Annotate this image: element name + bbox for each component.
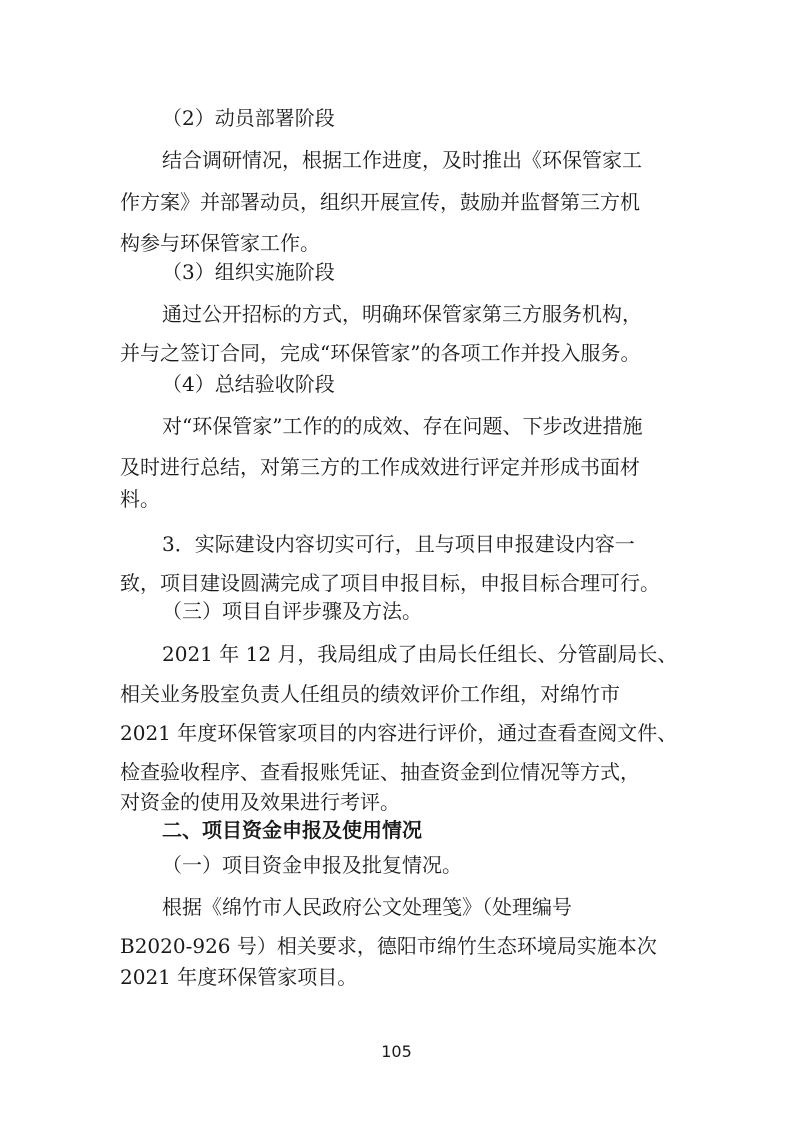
paragraph-line: 2021 年度环保管家项目的内容进行评价，通过查看查阅文件、 <box>120 721 678 745</box>
section-heading-self-evaluation: （三）项目自评步骤及方法。 <box>162 599 422 623</box>
paragraph-line: 作方案》并部署动员，组织开展宣传，鼓励并监督第三方机 <box>120 190 640 214</box>
paragraph-line: 3．实际建设内容切实可行，且与项目申报建设内容一 <box>162 532 635 556</box>
paragraph-line: B2020-926 号）相关要求，德阳市绵竹生态环境局实施本次 <box>120 934 657 958</box>
subheading-acceptance-stage: （4）总结验收阶段 <box>162 372 335 396</box>
paragraph-line: 料。 <box>120 487 160 511</box>
paragraph-line: 根据《绵竹市人民政府公文处理笺》（处理编号 <box>162 895 572 919</box>
page-number: 105 <box>381 1042 412 1061</box>
paragraph-line: 致，项目建设圆满完成了项目申报目标，申报目标合理可行。 <box>120 571 660 595</box>
chapter-heading-funding: 二、项目资金申报及使用情况 <box>162 818 422 842</box>
paragraph-line: 构参与环保管家工作。 <box>120 231 320 255</box>
paragraph-line: 对资金的使用及效果进行考评。 <box>120 790 400 814</box>
section-heading-funding-approval: （一）项目资金申报及批复情况。 <box>162 853 462 877</box>
paragraph-line: 通过公开招标的方式，明确环保管家第三方服务机构， <box>162 302 642 326</box>
paragraph-line: 检查验收程序、查看报账凭证、抽查资金到位情况等方式， <box>120 760 640 784</box>
paragraph-line: 结合调研情况，根据工作进度，及时推出《环保管家工 <box>162 148 642 172</box>
paragraph-line: 相关业务股室负责人任组员的绩效评价工作组，对绵竹市 <box>120 682 620 706</box>
subheading-implementation-stage: （3）组织实施阶段 <box>162 260 335 284</box>
paragraph-line: 及时进行总结，对第三方的工作成效进行评定并形成书面材 <box>120 455 640 479</box>
paragraph-line: 对“环保管家”工作的的成效、存在问题、下步改进措施 <box>162 414 643 438</box>
paragraph-line: 2021 年 12 月，我局组成了由局长任组长、分管副局长、 <box>162 642 678 666</box>
subheading-mobilization-stage: （2）动员部署阶段 <box>162 106 335 130</box>
paragraph-line: 并与之签订合同，完成“环保管家”的各项工作并投入服务。 <box>120 341 641 365</box>
paragraph-line: 2021 年度环保管家项目。 <box>120 965 358 989</box>
